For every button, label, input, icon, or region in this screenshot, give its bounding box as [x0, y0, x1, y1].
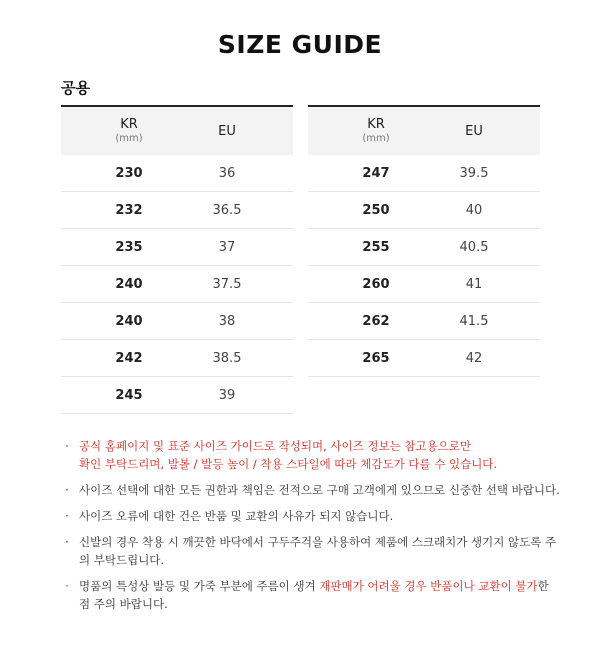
note-text: 사이즈 선택에 대한 모든 권한과 책임은 전적으로 구매 고객에게 있으므로 신중한 선택 바랍니다.: [79, 483, 560, 497]
table-row: [308, 155, 540, 192]
eu-size: 36: [218, 165, 236, 181]
table-header: [61, 105, 293, 155]
bullet-icon: ·: [65, 509, 69, 523]
note-item: [61, 577, 561, 613]
table-row: [61, 340, 293, 377]
note-item: [61, 507, 561, 525]
size-table-left: [61, 105, 293, 414]
table-row: [61, 155, 293, 192]
table-row: [61, 229, 293, 266]
eu-size: 38.5: [212, 350, 242, 366]
kr-size: 245: [115, 387, 143, 403]
notes-list: [61, 437, 561, 621]
kr-header-label: KR: [367, 117, 385, 132]
size-table-right: [308, 105, 540, 377]
kr-size: 240: [115, 313, 143, 329]
kr-size: 242: [115, 350, 143, 366]
bullet-icon: ·: [65, 483, 69, 497]
note-item: [61, 437, 561, 473]
kr-unit-label: (mm): [362, 133, 390, 144]
bullet-icon: ·: [65, 535, 69, 549]
kr-size: 230: [115, 165, 143, 181]
eu-size: 40: [465, 202, 483, 218]
eu-size: 39.5: [459, 165, 489, 181]
bullet-icon: ·: [65, 439, 69, 453]
eu-size: 36.5: [212, 202, 242, 218]
kr-size: 232: [115, 202, 143, 218]
kr-size: 250: [362, 202, 390, 218]
table-row: [61, 303, 293, 340]
kr-size: 247: [362, 165, 390, 181]
note-text: 사이즈 오류에 대한 건은 반품 및 교환의 사유가 되지 않습니다.: [79, 509, 394, 523]
note-text: 한 점 주의 바랍니다.: [79, 579, 549, 611]
eu-size: 37.5: [212, 276, 242, 292]
table-header: [308, 105, 540, 155]
note-text: 신발의 경우 착용 시 깨끗한 바닥에서 구두주걱을 사용하여 제품에 스크래치가 생기지 않도록 주의 부탁드립니다.: [79, 535, 557, 567]
note-text-highlight: 재판매가 어려울 경우 반품이나 교환이 불가: [319, 579, 538, 593]
kr-size: 240: [115, 276, 143, 292]
eu-size: 39: [218, 387, 236, 403]
kr-size: 265: [362, 350, 390, 366]
kr-size: 260: [362, 276, 390, 292]
table-row: [308, 192, 540, 229]
note-text: 공식 홈페이지 및 표준 사이즈 가이드로 작성되며, 사이즈 정보는 참고용으로만: [79, 439, 472, 453]
note-text: 명품의 특성상 발등 및 가죽 부분에 주름이 생겨: [79, 579, 320, 593]
bullet-icon: ·: [65, 579, 69, 593]
category-label: 공용: [61, 79, 90, 97]
eu-size: 38: [218, 313, 236, 329]
table-row: [308, 229, 540, 266]
kr-size: 235: [115, 239, 143, 255]
kr-unit-label: (mm): [115, 133, 143, 144]
eu-header-label: EU: [218, 123, 236, 139]
table-row: [61, 377, 293, 414]
eu-header-label: EU: [465, 123, 483, 139]
table-row: [61, 192, 293, 229]
kr-header-label: KR: [120, 117, 138, 132]
note-item: [61, 481, 561, 499]
kr-header: [61, 117, 197, 145]
table-row: [308, 266, 540, 303]
eu-size: 41.5: [459, 313, 489, 329]
kr-size: 255: [362, 239, 390, 255]
kr-header: [308, 117, 444, 145]
kr-size: 262: [362, 313, 390, 329]
eu-size: 41: [465, 276, 483, 292]
eu-size: 42: [465, 350, 483, 366]
table-row: [308, 303, 540, 340]
table-row: [308, 340, 540, 377]
eu-size: 40.5: [459, 239, 489, 255]
eu-size: 37: [218, 239, 236, 255]
page-title: SIZE GUIDE: [217, 30, 383, 59]
table-row: [61, 266, 293, 303]
note-item: [61, 533, 561, 569]
note-text: 확인 부탁드리며, 발볼 / 발등 높이 / 착용 스타일에 따라 체감도가 다를 수 있습니다.: [79, 457, 498, 471]
